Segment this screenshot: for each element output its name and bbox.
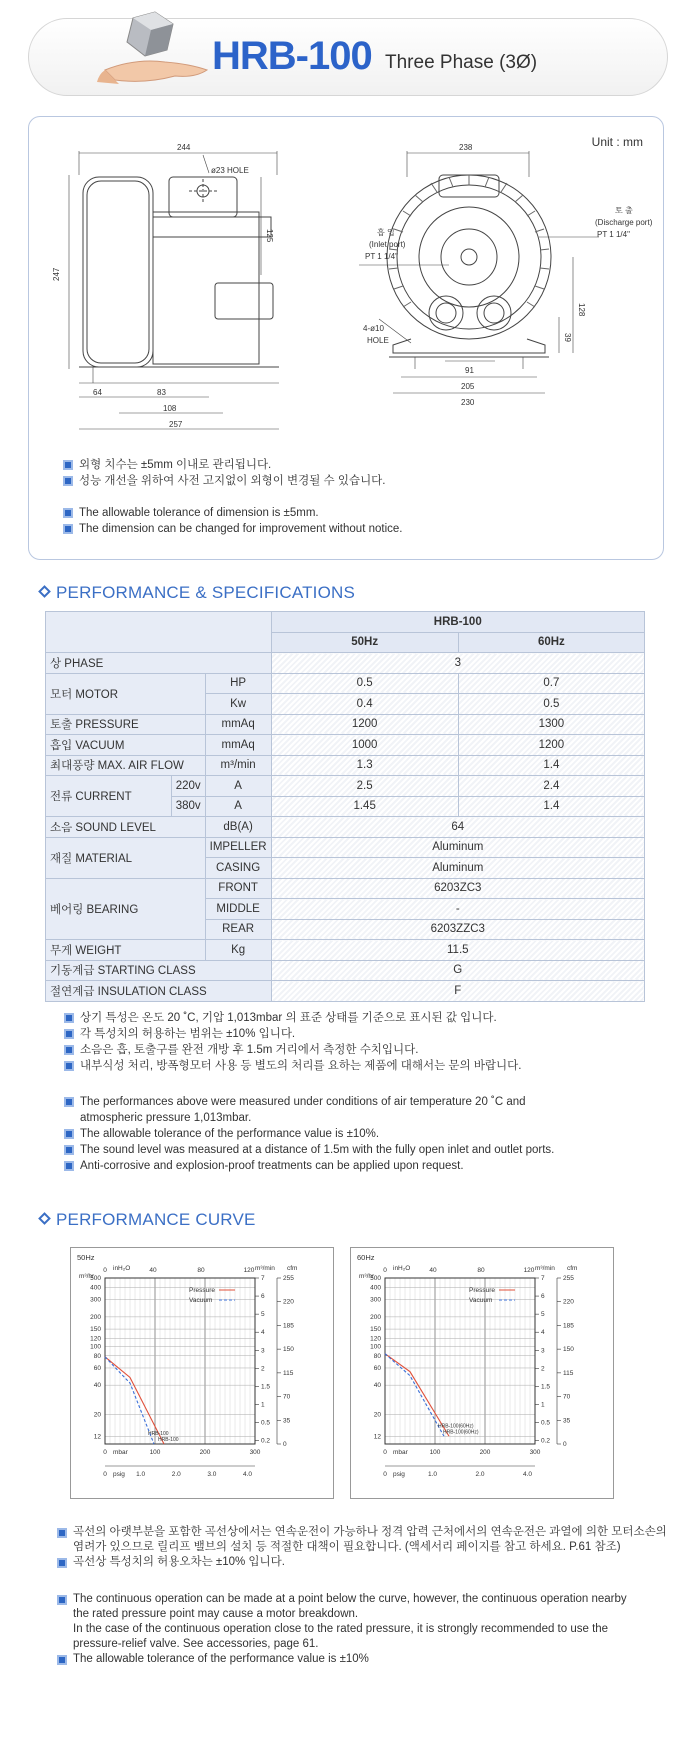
row-sound-value: 64 — [271, 817, 644, 838]
dim-238: 238 — [459, 143, 473, 152]
list-item: The allowable tolerance of dimension is ±5mm. — [63, 505, 402, 521]
row-current-380-50: 1.45 — [271, 796, 458, 817]
chart-title: 60Hz — [357, 1253, 375, 1262]
curve-section-title: PERFORMANCE CURVE — [38, 1210, 256, 1230]
row-sound-label: 소음 SOUND LEVEL — [46, 817, 206, 838]
right-m3-tick-label: 7 — [541, 1275, 545, 1282]
right-m3-tick-label: 1.5 — [261, 1383, 271, 1391]
bullet-icon — [57, 1595, 67, 1605]
right-m3-tick-label: 0.5 — [261, 1419, 271, 1427]
x-mbar-tick-label: 0 — [383, 1449, 387, 1456]
x-mbar-tick-label: 300 — [529, 1449, 541, 1456]
y-tick-label: 500 — [370, 1275, 381, 1282]
legend-pressure: Pressure — [469, 1287, 496, 1294]
y-tick-label: 120 — [90, 1335, 101, 1343]
row-current-380v: 380v — [171, 796, 205, 817]
row-motor-kw-unit: Kw — [205, 694, 271, 715]
row-vacuum-60: 1200 — [458, 735, 644, 756]
row-motor-kw-60: 0.5 — [458, 694, 644, 715]
bullet-icon — [64, 1061, 74, 1071]
bullet-icon — [57, 1528, 67, 1538]
y-tick-label: 20 — [93, 1411, 101, 1419]
y-tick-label: 400 — [370, 1284, 381, 1292]
x-top-unit-label: inH₂O — [393, 1265, 411, 1272]
row-pressure-unit: mmAq — [205, 714, 271, 735]
bullet-icon — [63, 508, 73, 518]
list-item: The allowable tolerance of the performance value is ±10%. — [64, 1126, 554, 1142]
y-tick-label: 40 — [373, 1382, 381, 1390]
series-line-vacuum — [105, 1357, 154, 1444]
bullet-icon — [64, 1129, 74, 1139]
y-tick-label: 40 — [93, 1382, 101, 1390]
bullet-icon — [63, 476, 73, 486]
spec-table — [45, 611, 645, 1002]
right-m3-tick-label: 0.5 — [541, 1419, 551, 1427]
bolt-hole-label: HOLE — [367, 336, 389, 345]
right-m3-tick-label: 0.2 — [261, 1437, 271, 1445]
y-tick-label: 300 — [370, 1296, 381, 1304]
curve-notes-korean — [57, 1525, 667, 1570]
curve-label: HRB-100 — [158, 1437, 179, 1443]
row-vacuum-50: 1000 — [271, 735, 458, 756]
dim-205: 205 — [461, 382, 475, 391]
x-psig-tick-label: 4.0 — [242, 1471, 253, 1478]
x-psig-unit: psig — [113, 1471, 125, 1478]
bullet-icon — [64, 1029, 74, 1039]
right-m3-tick-label: 1 — [541, 1401, 545, 1409]
list-item: The continuous operation can be made at a point below the curve, however, the continuous operation nearby the rated pressure point may cause a motor breakdown. In the case of the continuous operation close to the rated pressure, it is strongly recommended to use the pressure-relief valve. See accessories, page 61. — [57, 1592, 627, 1652]
list-item: 각 특성치의 허용하는 범위는 ±10% 입니다. — [64, 1026, 521, 1042]
inlet-pt: PT 1 1/4" — [365, 252, 398, 261]
row-current-380-60: 1.4 — [458, 796, 644, 817]
row-bearing-front: FRONT — [205, 878, 271, 899]
x-top-tick-label: 120 — [523, 1267, 535, 1274]
x-psig-tick-label: 2.0 — [475, 1471, 485, 1478]
x-psig-tick-label: 1.0 — [136, 1471, 146, 1478]
bullet-icon — [64, 1097, 74, 1107]
right-cfm-tick-label: 70 — [563, 1393, 571, 1401]
x-top-tick-label: 40 — [149, 1267, 157, 1274]
row-starting-value: G — [271, 960, 644, 981]
bullet-icon — [63, 460, 73, 470]
y-tick-label: 100 — [90, 1343, 101, 1351]
right-unit-m3min: m³/min — [535, 1265, 555, 1272]
bullet-icon — [64, 1161, 74, 1171]
right-m3-tick-label: 3 — [261, 1347, 265, 1355]
phase-subtitle: Three Phase (3Ø) — [385, 52, 538, 73]
row-material-impeller-value: Aluminum — [271, 837, 644, 858]
x-psig-tick-label: 1.0 — [427, 1471, 438, 1478]
x-psig-tick-label: 0 — [383, 1471, 387, 1478]
row-bearing-middle: MIDDLE — [205, 899, 271, 920]
right-cfm-tick-label: 115 — [283, 1369, 294, 1377]
x-mbar-tick-label: 100 — [149, 1449, 161, 1456]
y-tick-label: 500 — [90, 1275, 101, 1282]
dim-257: 257 — [169, 420, 183, 429]
row-phase-value: 3 — [271, 653, 644, 674]
right-unit-cfm: cfm — [287, 1265, 298, 1272]
x-mbar-tick-label: 100 — [429, 1449, 441, 1456]
spec-section-title: PERFORMANCE & SPECIFICATIONS — [38, 583, 355, 603]
y-tick-label: 20 — [373, 1411, 381, 1419]
legend-vacuum: Vacuum — [469, 1297, 493, 1304]
row-airflow-unit: m³/min — [205, 755, 271, 776]
y-tick-label: 80 — [93, 1352, 101, 1360]
row-bearing-label: 베어링 BEARING — [46, 878, 206, 940]
row-material-casing: CASING — [205, 858, 271, 879]
y-tick-label: 12 — [373, 1433, 381, 1441]
row-weight-label: 무게 WEIGHT — [46, 940, 206, 961]
dim-hole: ø23 HOLE — [211, 166, 249, 175]
right-m3-tick-label: 5 — [261, 1311, 265, 1319]
row-current-220-50: 2.5 — [271, 776, 458, 797]
bullet-icon — [57, 1558, 67, 1568]
y-tick-label: 80 — [373, 1352, 381, 1360]
curve-label: HRB-100 — [148, 1431, 169, 1437]
row-starting-label: 기동계급 STARTING CLASS — [46, 960, 272, 981]
right-m3-tick-label: 7 — [261, 1275, 265, 1282]
list-item: The performances above were measured under conditions of air temperature 20 ˚C and atmospheric pressure 1,013mbar. — [64, 1094, 554, 1126]
x-psig-tick-label: 3.0 — [207, 1471, 217, 1478]
dim-230: 230 — [461, 398, 475, 407]
right-unit-cfm: cfm — [567, 1265, 578, 1272]
right-m3-tick-label: 2 — [541, 1365, 545, 1373]
y-tick-label: 60 — [93, 1364, 101, 1372]
table-60hz-header: 60Hz — [458, 632, 644, 653]
dimension-drawing — [29, 117, 665, 561]
row-phase-label: 상 PHASE — [46, 653, 272, 674]
discharge-label-k: 토 출 — [615, 206, 633, 215]
right-cfm-tick-label: 0 — [283, 1441, 287, 1448]
bullet-icon — [57, 1655, 67, 1665]
right-m3-tick-label: 5 — [541, 1311, 545, 1319]
dim-108: 108 — [163, 404, 177, 413]
table-corner — [46, 612, 272, 653]
row-motor-hp-50: 0.5 — [271, 673, 458, 694]
diamond-icon — [38, 585, 51, 598]
curve-notes-english — [57, 1592, 627, 1667]
row-material-casing-value: Aluminum — [271, 858, 644, 879]
x-top-tick-label: 120 — [243, 1267, 255, 1274]
x-psig-tick-label: 0 — [103, 1471, 107, 1478]
dim-247: 247 — [52, 267, 61, 281]
y-tick-label: 200 — [90, 1313, 101, 1321]
legend-vacuum: Vacuum — [189, 1297, 213, 1304]
right-m3-tick-label: 4 — [541, 1329, 545, 1337]
x-mbar-tick-label: 0 — [103, 1449, 107, 1456]
x-psig-tick-label: 4.0 — [522, 1471, 533, 1478]
row-sound-unit: dB(A) — [205, 817, 271, 838]
right-m3-tick-label: 6 — [541, 1293, 545, 1301]
x-top-tick-label: 0 — [103, 1267, 107, 1274]
list-item: The dimension can be changed for improvement without notice. — [63, 521, 402, 537]
x-psig-unit: psig — [393, 1471, 405, 1478]
x-psig-tick-label: 2.0 — [171, 1471, 181, 1478]
right-cfm-tick-label: 220 — [563, 1298, 574, 1306]
row-bearing-rear: REAR — [205, 919, 271, 940]
row-airflow-60: 1.4 — [458, 755, 644, 776]
dim-91: 91 — [465, 366, 474, 375]
right-cfm-tick-label: 150 — [563, 1346, 574, 1354]
y-tick-label: 12 — [93, 1433, 101, 1441]
y-tick-label: 100 — [370, 1343, 381, 1351]
curve-chart-50hz-svg — [71, 1248, 333, 1498]
bullet-icon — [64, 1145, 74, 1155]
curve-chart-60hz-svg — [351, 1248, 613, 1498]
row-motor-label: 모터 MOTOR — [46, 673, 206, 714]
row-motor-hp-60: 0.7 — [458, 673, 644, 694]
x-mbar-unit: mbar — [393, 1449, 408, 1456]
row-vacuum-label: 흡입 VACUUM — [46, 735, 206, 756]
x-top-tick-label: 80 — [197, 1267, 205, 1274]
row-pressure-50: 1200 — [271, 714, 458, 735]
list-item: Anti-corrosive and explosion-proof treatments can be applied upon request. — [64, 1158, 554, 1174]
curve-label: HRB-100(60Hz) — [443, 1429, 479, 1436]
y-tick-label: 150 — [90, 1326, 101, 1334]
right-cfm-tick-label: 0 — [563, 1441, 567, 1448]
right-cfm-tick-label: 150 — [283, 1346, 294, 1354]
inlet-label-k: 흡 입 — [377, 228, 395, 237]
row-weight-unit: Kg — [205, 940, 271, 961]
row-bearing-front-value: 6203ZC3 — [271, 878, 644, 899]
right-m3-tick-label: 1.5 — [541, 1383, 551, 1391]
right-m3-tick-label: 6 — [261, 1293, 265, 1301]
discharge-label-e: (Discharge port) — [595, 218, 653, 227]
row-insulation-value: F — [271, 981, 644, 1002]
y-tick-label: 300 — [90, 1296, 101, 1304]
right-m3-tick-label: 3 — [541, 1347, 545, 1355]
list-item: 상기 특성은 온도 20 ˚C, 기압 1,013mbar 의 표준 상태를 기준으로 표시된 값 입니다. — [64, 1010, 521, 1026]
row-material-impeller: IMPELLER — [205, 837, 271, 858]
row-bearing-rear-value: 6203ZZC3 — [271, 919, 644, 940]
diamond-icon — [38, 1212, 51, 1225]
right-cfm-tick-label: 255 — [563, 1275, 574, 1282]
right-cfm-tick-label: 35 — [283, 1417, 291, 1425]
dim-39: 39 — [563, 333, 572, 342]
spec-notes-english — [64, 1094, 554, 1174]
right-m3-tick-label: 1 — [261, 1401, 265, 1409]
y-tick-label: 150 — [370, 1326, 381, 1334]
list-item: The sound level was measured at a distance of 1.5m with the fully open inlet and outlet ports. — [64, 1142, 554, 1158]
table-50hz-header: 50Hz — [271, 632, 458, 653]
curve-chart-60hz — [350, 1247, 614, 1499]
x-top-tick-label: 40 — [429, 1267, 437, 1274]
curve-chart-50hz — [70, 1247, 334, 1499]
row-pressure-60: 1300 — [458, 714, 644, 735]
dim-125: 125 — [265, 229, 274, 243]
y-tick-label: 400 — [90, 1284, 101, 1292]
x-mbar-tick-label: 300 — [249, 1449, 261, 1456]
row-current-220v: 220v — [171, 776, 205, 797]
list-item: 성능 개선을 위하여 사전 고지없이 외형이 변경될 수 있습니다. — [63, 473, 385, 489]
right-m3-tick-label: 4 — [261, 1329, 265, 1337]
inlet-label-e: (Inlet port) — [369, 240, 406, 249]
right-cfm-tick-label: 35 — [563, 1417, 571, 1425]
row-current-unit: A — [205, 776, 271, 797]
x-top-unit-label: inH₂O — [113, 1265, 131, 1272]
y-tick-label: 120 — [370, 1335, 381, 1343]
dimension-drawing-panel — [28, 116, 664, 560]
spec-notes-korean — [64, 1010, 521, 1074]
right-cfm-tick-label: 255 — [283, 1275, 294, 1282]
bolt-label: 4-ø10 — [363, 324, 384, 333]
list-item: 곡선의 아랫부분을 포함한 곡선상에서는 연속운전이 가능하나 정격 압력 근처에서의 연속운전은 과열에 의한 모터소손의 염려가 있으므로 릴리프 밸브의 설치 등 적절한 대책이 필요합니다. (액세서리 페이지를 참고 하세요. P.61 참조) — [57, 1525, 667, 1555]
product-hand-illustration — [95, 10, 215, 96]
row-vacuum-unit: mmAq — [205, 735, 271, 756]
drawing-notes-korean — [63, 457, 385, 489]
right-m3-tick-label: 2 — [261, 1365, 265, 1373]
y-unit-label: m³/hr — [79, 1273, 95, 1280]
row-bearing-middle-value: - — [271, 899, 644, 920]
bullet-icon — [64, 1045, 74, 1055]
row-motor-hp-unit: HP — [205, 673, 271, 694]
list-item: 소음은 흡, 토출구를 완전 개방 후 1.5m 거리에서 측정한 수치입니다. — [64, 1042, 521, 1058]
right-unit-m3min: m³/min — [255, 1265, 275, 1272]
y-tick-label: 60 — [373, 1364, 381, 1372]
row-weight-value: 11.5 — [271, 940, 644, 961]
discharge-pt: PT 1 1/4" — [597, 230, 630, 239]
y-tick-label: 200 — [370, 1313, 381, 1321]
bullet-icon — [63, 524, 73, 534]
row-material-label: 재질 MATERIAL — [46, 837, 206, 878]
drawing-notes-english — [63, 505, 402, 537]
x-mbar-tick-label: 200 — [199, 1449, 211, 1456]
row-pressure-label: 토출 PRESSURE — [46, 714, 206, 735]
row-insulation-label: 절연계급 INSULATION CLASS — [46, 981, 272, 1002]
x-top-tick-label: 0 — [383, 1267, 387, 1274]
right-cfm-tick-label: 185 — [563, 1322, 574, 1330]
list-item: 내부식성 처리, 방폭형모터 사용 등 별도의 처리를 요하는 제품에 대해서는 문의 바랍니다. — [64, 1058, 521, 1074]
list-item: The allowable tolerance of the performance value is ±10% — [57, 1652, 627, 1667]
x-top-tick-label: 80 — [477, 1267, 485, 1274]
curve-label: HRB-100(60Hz) — [438, 1423, 474, 1430]
list-item: 곡선상 특성치의 허용오차는 ±10% 입니다. — [57, 1555, 667, 1570]
row-current-220-60: 2.4 — [458, 776, 644, 797]
row-current-unit-2: A — [205, 796, 271, 817]
dim-83: 83 — [157, 388, 166, 397]
model-title: HRB-100 — [212, 34, 372, 78]
unit-label: Unit : mm — [591, 135, 643, 149]
x-mbar-tick-label: 200 — [479, 1449, 491, 1456]
dim-128: 128 — [577, 303, 586, 317]
table-model-header: HRB-100 — [271, 612, 644, 633]
row-motor-kw-50: 0.4 — [271, 694, 458, 715]
chart-title: 50Hz — [77, 1253, 95, 1262]
dim-244: 244 — [177, 143, 191, 152]
row-airflow-50: 1.3 — [271, 755, 458, 776]
row-airflow-label: 최대풍량 MAX. AIR FLOW — [46, 755, 206, 776]
right-cfm-tick-label: 115 — [563, 1369, 574, 1377]
legend-pressure: Pressure — [189, 1287, 216, 1294]
dim-64: 64 — [93, 388, 102, 397]
bullet-icon — [64, 1013, 74, 1023]
right-m3-tick-label: 0.2 — [541, 1437, 551, 1445]
y-unit-label: m³/hr — [359, 1273, 375, 1280]
x-mbar-unit: mbar — [113, 1449, 128, 1456]
right-cfm-tick-label: 185 — [283, 1322, 294, 1330]
right-cfm-tick-label: 70 — [283, 1393, 291, 1401]
list-item: 외형 치수는 ±5mm 이내로 관리됩니다. — [63, 457, 385, 473]
row-current-label: 전류 CURRENT — [46, 776, 172, 817]
right-cfm-tick-label: 220 — [283, 1298, 294, 1306]
